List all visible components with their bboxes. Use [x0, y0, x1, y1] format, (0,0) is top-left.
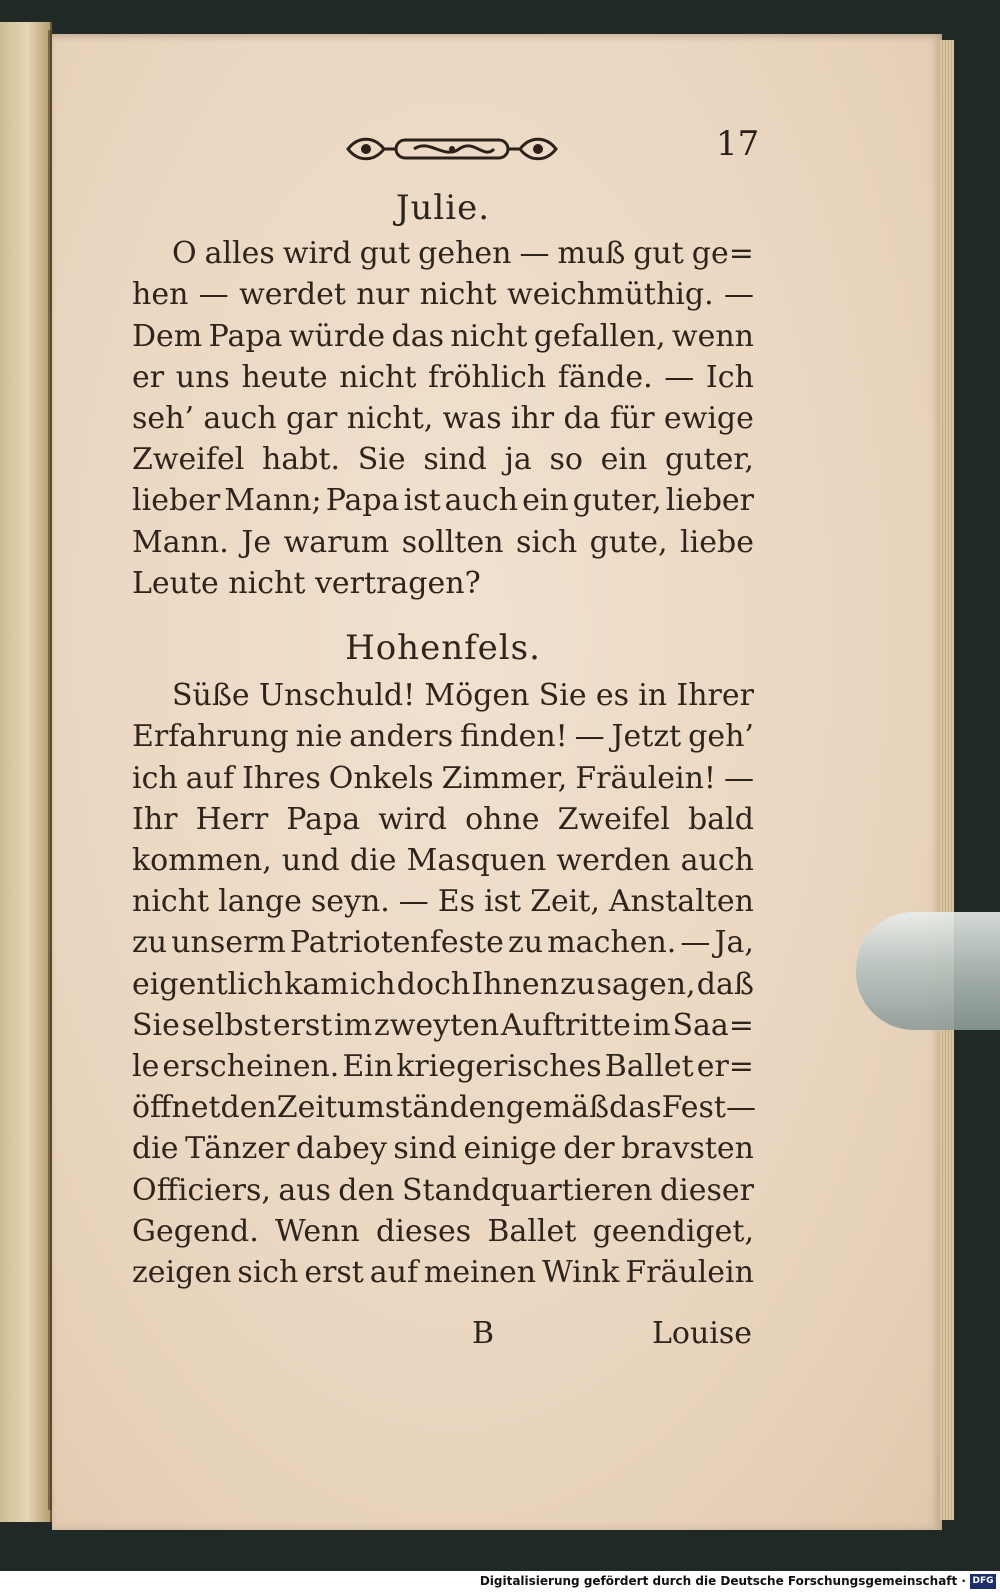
word: bald: [688, 801, 754, 837]
catchword: Louise: [652, 1316, 753, 1351]
footer-credit: Digitalisierung gefördert durch die Deutsche Forschungsgemeinschaft ·: [479, 1574, 966, 1588]
word: sich: [237, 1255, 299, 1291]
word: Mann;: [224, 483, 322, 519]
word: Anstalten: [608, 884, 754, 920]
word: Patriotenfeste: [289, 925, 504, 961]
word: ich: [132, 760, 178, 796]
word: fände.: [557, 359, 653, 395]
word: seh’: [132, 401, 195, 437]
word: ein: [522, 483, 569, 519]
text-line: [132, 675, 754, 716]
text-line: [132, 758, 754, 799]
word: Standquartieren: [401, 1172, 653, 1208]
text-line: [132, 964, 754, 1005]
word: sind: [423, 442, 487, 478]
word: sagen,: [596, 966, 696, 1002]
word: Zweifel: [557, 801, 670, 837]
text-line: [132, 398, 754, 439]
word: —: [398, 884, 429, 920]
word: Sie: [538, 678, 587, 714]
word: erst: [304, 1255, 364, 1291]
text-line: [132, 274, 754, 315]
word: ich: [349, 966, 396, 1002]
page-number: 17: [716, 124, 760, 164]
word: daß: [696, 966, 754, 1002]
word: was: [442, 401, 502, 437]
word: Ja,: [714, 925, 754, 961]
word: Officiers,: [132, 1172, 271, 1208]
text-line: [132, 1005, 754, 1046]
word: Sie: [132, 1007, 180, 1043]
word: gut: [633, 236, 684, 272]
word: Ihres: [242, 760, 321, 796]
text-line: [132, 1087, 754, 1128]
word: werdet: [239, 277, 346, 313]
word: werden: [556, 843, 671, 879]
word: dieser: [659, 1172, 754, 1208]
word: seyn.: [310, 884, 390, 920]
word: Auftritte: [500, 1007, 631, 1043]
word: Zimmer,: [441, 760, 568, 796]
word: das: [391, 318, 444, 354]
word: finden!: [460, 719, 568, 755]
word: im: [334, 1007, 373, 1043]
word: Ihnen: [471, 966, 559, 1002]
word: sollten: [401, 524, 504, 560]
word: nicht: [132, 884, 210, 920]
word: erst: [272, 1007, 333, 1043]
word: guter,: [572, 483, 662, 519]
word: ist: [484, 884, 522, 920]
text-line: [132, 1128, 754, 1169]
word: sind: [393, 1131, 457, 1167]
text-line: [132, 480, 754, 521]
word: Herr: [195, 801, 269, 837]
word: Zeit,: [530, 884, 600, 920]
word: kommen,: [132, 843, 272, 879]
word: nicht: [419, 277, 497, 313]
word: Süße: [172, 678, 250, 714]
word: Ich: [705, 359, 754, 395]
word: Fräulein: [625, 1255, 754, 1291]
word: würde: [288, 318, 386, 354]
word: lieber: [665, 483, 754, 519]
word: muß: [557, 236, 626, 272]
word: so: [549, 442, 583, 478]
word: Onkels: [328, 760, 434, 796]
word: —: [664, 359, 695, 395]
word: Gegend.: [132, 1213, 259, 1249]
word: Fräulein!: [575, 760, 716, 796]
text-line: [132, 1252, 754, 1293]
text-block: [132, 188, 754, 1293]
text-line: [132, 716, 754, 757]
text-line: [132, 881, 754, 922]
word: Ihrer: [676, 678, 754, 714]
word: gehen: [418, 236, 512, 272]
text-line: Leute nicht vertragen?: [132, 565, 481, 601]
word: sich: [516, 524, 578, 560]
word: ihr: [510, 401, 555, 437]
word: der: [563, 1131, 615, 1167]
word: —: [724, 277, 754, 313]
word: le: [132, 1049, 160, 1085]
word: liebe: [680, 524, 754, 560]
word: einige: [463, 1131, 557, 1167]
word: den: [220, 1090, 277, 1126]
word: lange: [218, 884, 302, 920]
word: uns: [175, 359, 230, 395]
word: nicht: [450, 318, 528, 354]
word: dabey: [295, 1131, 387, 1167]
word: Ein: [342, 1049, 394, 1085]
left-page-edge: [0, 22, 52, 1522]
word: gar: [285, 401, 338, 437]
word: geendiget,: [592, 1213, 754, 1249]
word: Papa: [325, 483, 400, 519]
word: erscheinen.: [162, 1049, 340, 1085]
text-line: [132, 799, 754, 840]
text-line: [132, 1211, 754, 1252]
word: bravsten: [621, 1131, 754, 1167]
word: für: [609, 401, 655, 437]
word: und: [281, 843, 340, 879]
word: gemäß: [505, 1090, 610, 1126]
word: auch: [444, 483, 519, 519]
text-line: [132, 840, 754, 881]
word: zweyten: [373, 1007, 500, 1043]
text-line: [132, 922, 754, 963]
footer-bar: [0, 1571, 1000, 1593]
word: Jetzt: [611, 719, 682, 755]
word: warum: [283, 524, 390, 560]
word: auch: [203, 401, 277, 437]
word: Mann.: [132, 524, 229, 560]
word: die: [132, 1131, 179, 1167]
word: wird: [378, 801, 448, 837]
word: Unschuld!: [258, 678, 416, 714]
word: doch: [396, 966, 471, 1002]
word: geh’: [688, 719, 754, 755]
word: er=: [696, 1049, 754, 1085]
word: Wenn: [275, 1213, 360, 1249]
word: ist: [403, 483, 441, 519]
word: aus: [278, 1172, 331, 1208]
text-line: [132, 522, 754, 563]
word: die: [349, 843, 397, 879]
word: Mögen: [424, 678, 530, 714]
word: Saa=: [672, 1007, 754, 1043]
speaker-name-hohenfels: Hohenfels.: [345, 628, 541, 669]
text-line: [132, 357, 754, 398]
dfg-logo: DFG: [970, 1574, 996, 1589]
word: nur: [356, 277, 410, 313]
word: öffnet: [132, 1090, 221, 1126]
word: Papa: [208, 318, 283, 354]
word: heute: [241, 359, 328, 395]
word: machen.: [547, 925, 677, 961]
text-line: [132, 316, 754, 357]
word: —: [574, 719, 605, 755]
text-line: [132, 1046, 754, 1087]
word: weichmüthig.: [507, 277, 714, 313]
word: meinen: [423, 1255, 537, 1291]
word: O: [172, 236, 197, 272]
text-line: [132, 1170, 754, 1211]
word: —: [726, 1090, 756, 1126]
word: lieber: [132, 483, 221, 519]
text-line: [132, 233, 754, 274]
word: Ballet: [487, 1213, 577, 1249]
word: —: [724, 760, 754, 796]
word: auf: [369, 1255, 419, 1291]
word: Dem: [132, 318, 203, 354]
word: zeigen: [132, 1255, 232, 1291]
word: zu: [508, 925, 544, 961]
word: wenn: [671, 318, 754, 354]
word: ewige: [663, 401, 754, 437]
word: ge=: [691, 236, 754, 272]
word: eigentlich: [132, 966, 283, 1002]
signature-mark: B: [472, 1316, 495, 1351]
word: er: [132, 359, 165, 395]
word: Masquen: [406, 843, 547, 879]
word: gute,: [589, 524, 668, 560]
word: das: [609, 1090, 662, 1126]
word: ein: [600, 442, 648, 478]
word: anders: [349, 719, 454, 755]
word: selbst: [181, 1007, 272, 1043]
word: zu: [560, 966, 596, 1002]
word: in: [638, 678, 668, 714]
word: im: [632, 1007, 671, 1043]
word: gut: [359, 236, 411, 272]
word: ja: [504, 442, 532, 478]
page-stack-edge: [940, 40, 954, 1520]
word: wird: [282, 236, 352, 272]
word: den: [338, 1172, 395, 1208]
word: habt.: [262, 442, 341, 478]
word: gefallen,: [533, 318, 666, 354]
page-clip: [856, 912, 1000, 1030]
word: ohne: [465, 801, 540, 837]
word: —: [519, 236, 550, 272]
word: kriegerisches: [396, 1049, 602, 1085]
word: fröhlich: [428, 359, 547, 395]
word: nicht: [339, 359, 417, 395]
word: Erfahrung: [132, 719, 289, 755]
word: Tänzer: [185, 1131, 290, 1167]
word: auch: [680, 843, 754, 879]
word: Wink: [542, 1255, 620, 1291]
speaker-name-julie: Julie.: [395, 188, 491, 228]
word: alles: [204, 236, 275, 272]
word: hen: [132, 277, 189, 313]
word: Zeitumständen: [276, 1090, 506, 1126]
word: unserm: [171, 925, 286, 961]
word: Sie: [357, 442, 406, 478]
word: Je: [241, 524, 272, 560]
word: guter,: [665, 442, 754, 478]
word: kam: [284, 966, 349, 1002]
word: es: [595, 678, 629, 714]
word: nicht,: [346, 401, 434, 437]
word: Zweifel: [132, 442, 245, 478]
word: dieses: [376, 1213, 472, 1249]
word: —: [198, 277, 229, 313]
word: zu: [132, 925, 168, 961]
word: da: [563, 401, 601, 437]
text-line: [132, 439, 754, 480]
word: Papa: [286, 801, 361, 837]
word: Fest: [661, 1090, 726, 1126]
word: —: [680, 925, 711, 961]
word: Ihr: [132, 801, 178, 837]
word: Ballet: [604, 1049, 694, 1085]
header-ornament-icon: [344, 132, 560, 166]
word: Es: [437, 884, 476, 920]
word: nie: [295, 719, 343, 755]
word: auf: [185, 760, 235, 796]
